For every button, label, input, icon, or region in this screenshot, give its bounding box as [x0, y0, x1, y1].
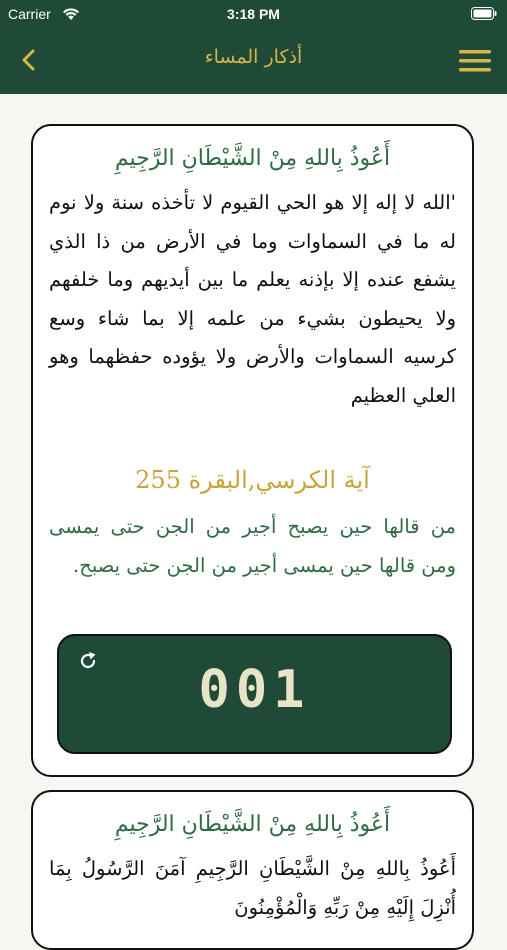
hamburger-menu-icon: [455, 44, 495, 78]
status-bar: [0, 0, 507, 28]
istiadha-heading: أَعُوذُ بِاللهِ مِنْ الشَّيْطَانِ الرَّجِيمِ: [114, 146, 391, 171]
status-time: 3:18 PM: [227, 6, 280, 22]
carrier-label: Carrier: [8, 6, 51, 22]
page-title: أذكار المساء: [204, 46, 303, 68]
zikr-card: [31, 124, 474, 777]
zikr-card: [31, 790, 474, 950]
navigation-bar: [0, 28, 507, 94]
istiadha-heading: أَعُوذُ بِاللهِ مِنْ الشَّيْطَانِ الرَّجِيمِ: [114, 812, 391, 837]
zikr-text: 'الله لا إله إلا هو الحي القيوم لا تأخذه سنة ولا نوم له ما في السماوات وما في الأرض من ذا الذي يشفع عنده إلا بإذنه يعلم ما بين أيديهم وما خلفهم ولا يحيطون بشيء من علمه إلا بما شاء وسع كرسيه السماوات والأرض ولا يؤوده حفظهما وهو العلي العظيم: [49, 191, 456, 407]
battery-icon: [471, 7, 497, 20]
menu-button[interactable]: [455, 44, 495, 78]
zikr-text: أَعُوذُ بِاللهِ مِنْ الشَّيْطَانِ الرَّجِيمِ آمَنَ الرَّسُولُ بِمَا أُنْزِلَ إِلَيْهِ مِنْ رَبِّهِ وَالْمُؤْمِنُونَ: [49, 857, 456, 919]
zikr-list[interactable]: [0, 94, 507, 919]
counter-value: 001: [198, 660, 311, 720]
zikr-reference: آية الكرسي,البقرة 255: [135, 466, 370, 494]
zikr-virtue: من قالها حين يصبح أجير من الجن حتى يمسى ومن قالها حين يمسى أجير من الجن حتى يصبح.: [49, 515, 456, 577]
counter-button[interactable]: [57, 634, 452, 754]
